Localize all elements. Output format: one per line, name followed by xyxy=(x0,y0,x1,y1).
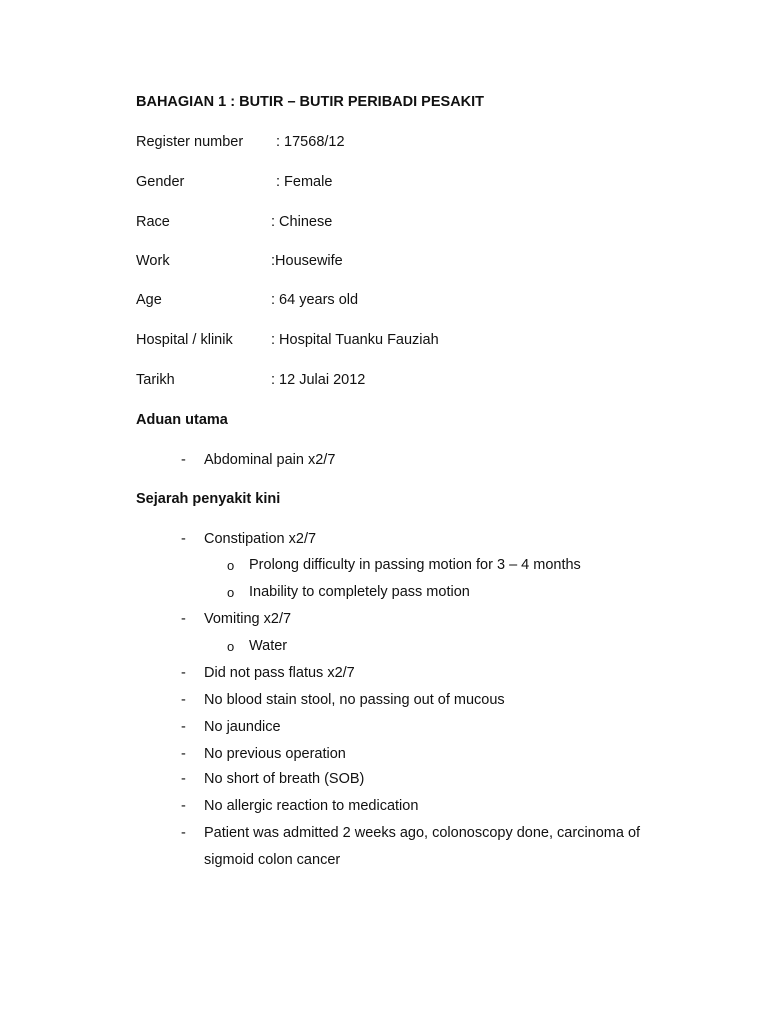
field-label-gender: Gender xyxy=(136,174,185,190)
list-item: No short of breath (SOB) xyxy=(204,771,365,787)
list-item: No allergic reaction to medication xyxy=(204,798,419,814)
field-value-race: : Chinese xyxy=(271,214,333,230)
list-item: Patient was admitted 2 weeks ago, colonoscopy done, carcinoma of xyxy=(204,825,641,841)
list-dash: - xyxy=(181,611,186,627)
list-dash: - xyxy=(181,531,186,547)
field-value-gender: : Female xyxy=(276,174,333,190)
field-label-work: Work xyxy=(136,253,170,269)
list-item: No blood stain stool, no passing out of mucous xyxy=(204,692,505,708)
sub-list-item: Water xyxy=(249,638,288,654)
list-dash: - xyxy=(181,692,186,708)
field-label-tarikh: Tarikh xyxy=(136,372,175,388)
list-item: No jaundice xyxy=(204,719,281,735)
list-item: No previous operation xyxy=(204,746,346,762)
field-label-hospital: Hospital / klinik xyxy=(136,332,233,348)
section-heading-complaint: Aduan utama xyxy=(136,412,228,428)
list-dash: - xyxy=(181,746,186,762)
list-dash: - xyxy=(181,719,186,735)
list-dash: - xyxy=(181,452,186,468)
sub-bullet: o xyxy=(227,585,235,600)
sub-list-item: Prolong difficulty in passing motion for 3 – 4 months xyxy=(249,557,581,573)
field-label-register-number: Register number xyxy=(136,134,244,150)
section-heading-history: Sejarah penyakit kini xyxy=(136,491,281,507)
list-item: Vomiting x2/7 xyxy=(204,611,292,627)
field-label-age: Age xyxy=(136,292,162,308)
list-dash: - xyxy=(181,825,186,841)
list-item-continuation: sigmoid colon cancer xyxy=(204,852,341,868)
field-value-tarikh: : 12 Julai 2012 xyxy=(271,372,366,388)
field-value-age: : 64 years old xyxy=(271,292,359,308)
list-item: Did not pass flatus x2/7 xyxy=(204,665,355,681)
list-dash: - xyxy=(181,665,186,681)
list-item: Abdominal pain x2/7 xyxy=(204,452,336,468)
sub-bullet: o xyxy=(227,639,235,654)
sub-bullet: o xyxy=(227,558,235,573)
field-value-work: :Housewife xyxy=(271,253,343,269)
list-dash: - xyxy=(181,771,186,787)
list-dash: - xyxy=(181,798,186,814)
sub-list-item: Inability to completely pass motion xyxy=(249,584,470,600)
field-value-register-number: : 17568/12 xyxy=(276,134,345,150)
field-label-race: Race xyxy=(136,214,170,230)
page-title: BAHAGIAN 1 : BUTIR – BUTIR PERIBADI PESAKIT xyxy=(136,94,485,110)
field-value-hospital: : Hospital Tuanku Fauziah xyxy=(271,332,439,348)
list-item: Constipation x2/7 xyxy=(204,531,317,547)
